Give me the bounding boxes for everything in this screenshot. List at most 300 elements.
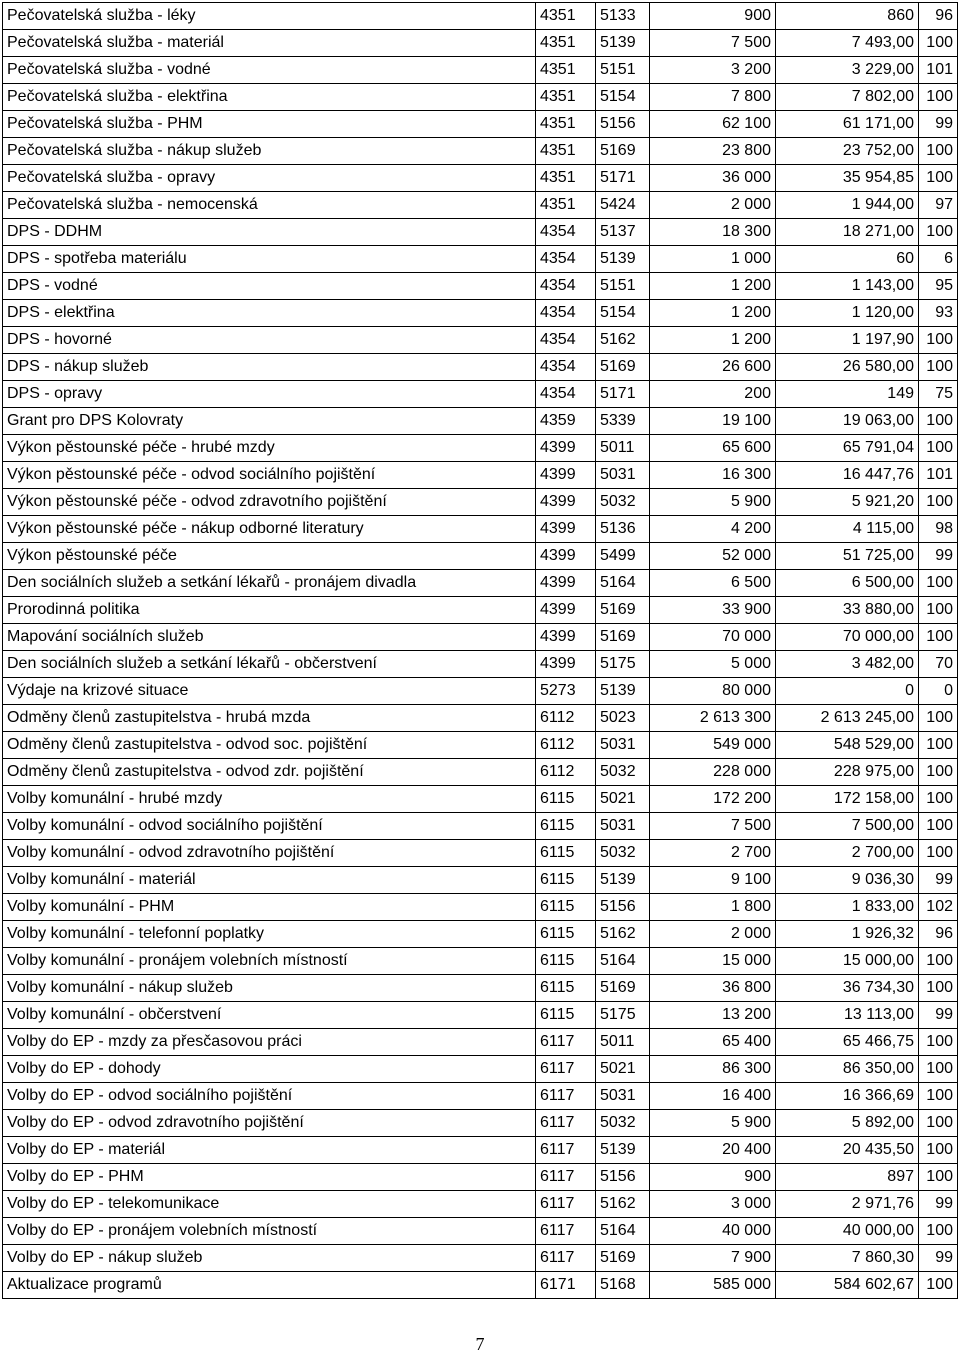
budget-cell: 20 400 <box>650 1137 776 1164</box>
table-row <box>3 597 958 624</box>
item-name-cell: Aktualizace programů <box>3 1272 536 1299</box>
paragraph-cell: 6171 <box>536 1272 596 1299</box>
actual-cell: 16 447,76 <box>776 462 919 489</box>
table-row <box>3 1218 958 1245</box>
percent-cell: 100 <box>919 624 958 651</box>
percent-cell: 100 <box>919 138 958 165</box>
item-name-cell: Volby do EP - dohody <box>3 1056 536 1083</box>
item-name-cell: DPS - vodné <box>3 273 536 300</box>
table-row <box>3 570 958 597</box>
percent-cell: 97 <box>919 192 958 219</box>
item-name-cell: Volby do EP - materiál <box>3 1137 536 1164</box>
paragraph-cell: 6117 <box>536 1164 596 1191</box>
table-row <box>3 1245 958 1272</box>
item-code-cell: 5136 <box>596 516 650 543</box>
actual-cell: 3 482,00 <box>776 651 919 678</box>
budget-cell: 23 800 <box>650 138 776 165</box>
budget-cell: 70 000 <box>650 624 776 651</box>
budget-cell: 26 600 <box>650 354 776 381</box>
item-name-cell: Pečovatelská služba - nemocenská <box>3 192 536 219</box>
actual-cell: 2 700,00 <box>776 840 919 867</box>
percent-cell: 100 <box>919 1083 958 1110</box>
item-code-cell: 5175 <box>596 1002 650 1029</box>
budget-cell: 5 900 <box>650 1110 776 1137</box>
percent-cell: 95 <box>919 273 958 300</box>
item-code-cell: 5032 <box>596 759 650 786</box>
actual-cell: 65 791,04 <box>776 435 919 462</box>
table-row <box>3 300 958 327</box>
actual-cell: 16 366,69 <box>776 1083 919 1110</box>
page-number: 7 <box>475 1334 485 1354</box>
item-code-cell: 5151 <box>596 273 650 300</box>
paragraph-cell: 6115 <box>536 894 596 921</box>
paragraph-cell: 6117 <box>536 1056 596 1083</box>
actual-cell: 70 000,00 <box>776 624 919 651</box>
item-code-cell: 5164 <box>596 948 650 975</box>
paragraph-cell: 6115 <box>536 975 596 1002</box>
item-code-cell: 5171 <box>596 165 650 192</box>
table-row <box>3 921 958 948</box>
actual-cell: 51 725,00 <box>776 543 919 570</box>
paragraph-cell: 6117 <box>536 1110 596 1137</box>
actual-cell: 1 833,00 <box>776 894 919 921</box>
table-row <box>3 1191 958 1218</box>
table-row <box>3 138 958 165</box>
table-row <box>3 1110 958 1137</box>
item-name-cell: Volby komunální - hrubé mzdy <box>3 786 536 813</box>
percent-cell: 99 <box>919 543 958 570</box>
percent-cell: 100 <box>919 840 958 867</box>
paragraph-cell: 4399 <box>536 597 596 624</box>
table-row <box>3 30 958 57</box>
percent-cell: 101 <box>919 462 958 489</box>
budget-cell: 86 300 <box>650 1056 776 1083</box>
actual-cell: 172 158,00 <box>776 786 919 813</box>
item-code-cell: 5139 <box>596 678 650 705</box>
item-name-cell: Volby komunální - odvod zdravotního pojištění <box>3 840 536 867</box>
percent-cell: 98 <box>919 516 958 543</box>
paragraph-cell: 4399 <box>536 543 596 570</box>
paragraph-cell: 4354 <box>536 354 596 381</box>
actual-cell: 86 350,00 <box>776 1056 919 1083</box>
item-code-cell: 5139 <box>596 30 650 57</box>
item-name-cell: Volby komunální - pronájem volebních místností <box>3 948 536 975</box>
budget-cell: 6 500 <box>650 570 776 597</box>
paragraph-cell: 6117 <box>536 1191 596 1218</box>
budget-cell: 2 613 300 <box>650 705 776 732</box>
paragraph-cell: 4399 <box>536 435 596 462</box>
item-code-cell: 5139 <box>596 867 650 894</box>
table-row <box>3 759 958 786</box>
item-code-cell: 5032 <box>596 1110 650 1137</box>
item-code-cell: 5162 <box>596 1191 650 1218</box>
table-row <box>3 516 958 543</box>
actual-cell: 860 <box>776 3 919 30</box>
budget-cell: 4 200 <box>650 516 776 543</box>
percent-cell: 99 <box>919 1002 958 1029</box>
table-row <box>3 111 958 138</box>
budget-cell: 900 <box>650 1164 776 1191</box>
paragraph-cell: 4399 <box>536 651 596 678</box>
table-row <box>3 219 958 246</box>
item-name-cell: Pečovatelská služba - vodné <box>3 57 536 84</box>
table-row <box>3 408 958 435</box>
item-name-cell: Prorodinná politika <box>3 597 536 624</box>
table-row <box>3 705 958 732</box>
item-name-cell: DPS - opravy <box>3 381 536 408</box>
item-name-cell: Volby do EP - odvod sociálního pojištění <box>3 1083 536 1110</box>
item-name-cell: Grant pro DPS Kolovraty <box>3 408 536 435</box>
actual-cell: 0 <box>776 678 919 705</box>
item-name-cell: Volby komunální - nákup služeb <box>3 975 536 1002</box>
paragraph-cell: 4399 <box>536 624 596 651</box>
item-name-cell: Odměny členů zastupitelstva - odvod soc. pojištění <box>3 732 536 759</box>
item-code-cell: 5031 <box>596 732 650 759</box>
item-code-cell: 5031 <box>596 1083 650 1110</box>
percent-cell: 99 <box>919 867 958 894</box>
budget-cell: 16 300 <box>650 462 776 489</box>
item-name-cell: Volby do EP - mzdy za přesčasovou práci <box>3 1029 536 1056</box>
percent-cell: 0 <box>919 678 958 705</box>
percent-cell: 96 <box>919 921 958 948</box>
percent-cell: 100 <box>919 1137 958 1164</box>
percent-cell: 100 <box>919 84 958 111</box>
percent-cell: 100 <box>919 975 958 1002</box>
percent-cell: 99 <box>919 111 958 138</box>
item-code-cell: 5021 <box>596 1056 650 1083</box>
percent-cell: 100 <box>919 354 958 381</box>
item-name-cell: Pečovatelská služba - nákup služeb <box>3 138 536 165</box>
item-code-cell: 5339 <box>596 408 650 435</box>
budget-cell: 3 000 <box>650 1191 776 1218</box>
budget-cell: 7 500 <box>650 813 776 840</box>
percent-cell: 99 <box>919 1191 958 1218</box>
item-code-cell: 5169 <box>596 624 650 651</box>
paragraph-cell: 4354 <box>536 381 596 408</box>
item-code-cell: 5139 <box>596 246 650 273</box>
table-row <box>3 165 958 192</box>
paragraph-cell: 6117 <box>536 1083 596 1110</box>
actual-cell: 35 954,85 <box>776 165 919 192</box>
budget-cell: 585 000 <box>650 1272 776 1299</box>
paragraph-cell: 4359 <box>536 408 596 435</box>
table-row <box>3 678 958 705</box>
budget-cell: 18 300 <box>650 219 776 246</box>
actual-cell: 40 000,00 <box>776 1218 919 1245</box>
paragraph-cell: 4399 <box>536 489 596 516</box>
item-code-cell: 5023 <box>596 705 650 732</box>
item-name-cell: Pečovatelská služba - materiál <box>3 30 536 57</box>
item-name-cell: Pečovatelská služba - elektřina <box>3 84 536 111</box>
actual-cell: 33 880,00 <box>776 597 919 624</box>
percent-cell: 100 <box>919 759 958 786</box>
paragraph-cell: 6117 <box>536 1029 596 1056</box>
table-row <box>3 192 958 219</box>
item-code-cell: 5137 <box>596 219 650 246</box>
budget-cell: 1 800 <box>650 894 776 921</box>
item-code-cell: 5175 <box>596 651 650 678</box>
actual-cell: 61 171,00 <box>776 111 919 138</box>
item-name-cell: Pečovatelská služba - PHM <box>3 111 536 138</box>
item-name-cell: Den sociálních služeb a setkání lékařů - občerstvení <box>3 651 536 678</box>
paragraph-cell: 4351 <box>536 84 596 111</box>
actual-cell: 548 529,00 <box>776 732 919 759</box>
actual-cell: 18 271,00 <box>776 219 919 246</box>
paragraph-cell: 4354 <box>536 219 596 246</box>
budget-cell: 40 000 <box>650 1218 776 1245</box>
paragraph-cell: 6117 <box>536 1137 596 1164</box>
paragraph-cell: 6115 <box>536 813 596 840</box>
actual-cell: 7 493,00 <box>776 30 919 57</box>
paragraph-cell: 6117 <box>536 1245 596 1272</box>
actual-cell: 3 229,00 <box>776 57 919 84</box>
table-row <box>3 381 958 408</box>
item-name-cell: Volby do EP - pronájem volebních místností <box>3 1218 536 1245</box>
budget-cell: 172 200 <box>650 786 776 813</box>
paragraph-cell: 6115 <box>536 948 596 975</box>
item-name-cell: DPS - DDHM <box>3 219 536 246</box>
actual-cell: 65 466,75 <box>776 1029 919 1056</box>
item-name-cell: Volby do EP - nákup služeb <box>3 1245 536 1272</box>
percent-cell: 100 <box>919 489 958 516</box>
table-row <box>3 462 958 489</box>
table-row <box>3 273 958 300</box>
item-code-cell: 5171 <box>596 381 650 408</box>
table-row <box>3 813 958 840</box>
item-code-cell: 5169 <box>596 354 650 381</box>
item-code-cell: 5169 <box>596 138 650 165</box>
item-name-cell: DPS - nákup služeb <box>3 354 536 381</box>
actual-cell: 23 752,00 <box>776 138 919 165</box>
item-code-cell: 5169 <box>596 1245 650 1272</box>
item-code-cell: 5032 <box>596 489 650 516</box>
paragraph-cell: 4354 <box>536 300 596 327</box>
item-name-cell: Volby komunální - materiál <box>3 867 536 894</box>
percent-cell: 100 <box>919 732 958 759</box>
item-name-cell: Výkon pěstounské péče - hrubé mzdy <box>3 435 536 462</box>
budget-cell: 7 500 <box>650 30 776 57</box>
table-row <box>3 1002 958 1029</box>
budget-cell: 1 200 <box>650 327 776 354</box>
percent-cell: 100 <box>919 570 958 597</box>
actual-cell: 7 500,00 <box>776 813 919 840</box>
paragraph-cell: 6115 <box>536 921 596 948</box>
budget-cell: 5 000 <box>650 651 776 678</box>
table-row <box>3 1137 958 1164</box>
paragraph-cell: 6112 <box>536 759 596 786</box>
paragraph-cell: 4351 <box>536 3 596 30</box>
item-code-cell: 5164 <box>596 1218 650 1245</box>
percent-cell: 100 <box>919 30 958 57</box>
budget-cell: 65 600 <box>650 435 776 462</box>
percent-cell: 100 <box>919 1029 958 1056</box>
item-name-cell: Výkon pěstounské péče <box>3 543 536 570</box>
budget-cell: 62 100 <box>650 111 776 138</box>
budget-cell: 52 000 <box>650 543 776 570</box>
item-code-cell: 5031 <box>596 462 650 489</box>
percent-cell: 75 <box>919 381 958 408</box>
actual-cell: 228 975,00 <box>776 759 919 786</box>
paragraph-cell: 5273 <box>536 678 596 705</box>
item-code-cell: 5031 <box>596 813 650 840</box>
item-code-cell: 5168 <box>596 1272 650 1299</box>
table-row <box>3 327 958 354</box>
paragraph-cell: 4399 <box>536 570 596 597</box>
item-name-cell: Výkon pěstounské péče - odvod sociálního pojištění <box>3 462 536 489</box>
actual-cell: 1 120,00 <box>776 300 919 327</box>
percent-cell: 100 <box>919 219 958 246</box>
budget-cell: 13 200 <box>650 1002 776 1029</box>
actual-cell: 897 <box>776 1164 919 1191</box>
percent-cell: 100 <box>919 1272 958 1299</box>
item-code-cell: 5133 <box>596 3 650 30</box>
table-row <box>3 1083 958 1110</box>
table-row <box>3 1056 958 1083</box>
item-name-cell: Pečovatelská služba - opravy <box>3 165 536 192</box>
actual-cell: 5 921,20 <box>776 489 919 516</box>
paragraph-cell: 4399 <box>536 516 596 543</box>
table-row <box>3 732 958 759</box>
percent-cell: 100 <box>919 1056 958 1083</box>
item-code-cell: 5154 <box>596 300 650 327</box>
item-code-cell: 5011 <box>596 435 650 462</box>
percent-cell: 100 <box>919 1110 958 1137</box>
item-name-cell: Volby komunální - občerstvení <box>3 1002 536 1029</box>
table-row <box>3 786 958 813</box>
budget-cell: 36 800 <box>650 975 776 1002</box>
budget-cell: 549 000 <box>650 732 776 759</box>
table-row <box>3 1164 958 1191</box>
percent-cell: 100 <box>919 165 958 192</box>
actual-cell: 20 435,50 <box>776 1137 919 1164</box>
item-name-cell: Volby do EP - telekomunikace <box>3 1191 536 1218</box>
actual-cell: 1 944,00 <box>776 192 919 219</box>
item-code-cell: 5156 <box>596 894 650 921</box>
actual-cell: 13 113,00 <box>776 1002 919 1029</box>
item-name-cell: Volby komunální - telefonní poplatky <box>3 921 536 948</box>
table-row <box>3 1029 958 1056</box>
item-name-cell: Mapování sociálních služeb <box>3 624 536 651</box>
budget-cell: 2 000 <box>650 192 776 219</box>
percent-cell: 100 <box>919 597 958 624</box>
percent-cell: 6 <box>919 246 958 273</box>
table-row <box>3 57 958 84</box>
percent-cell: 99 <box>919 1245 958 1272</box>
actual-cell: 1 143,00 <box>776 273 919 300</box>
budget-cell: 7 800 <box>650 84 776 111</box>
item-name-cell: DPS - spotřeba materiálu <box>3 246 536 273</box>
item-code-cell: 5169 <box>596 975 650 1002</box>
percent-cell: 100 <box>919 786 958 813</box>
table-row <box>3 894 958 921</box>
item-name-cell: Odměny členů zastupitelstva - odvod zdr. pojištění <box>3 759 536 786</box>
item-name-cell: Výkon pěstounské péče - odvod zdravotního pojištění <box>3 489 536 516</box>
item-name-cell: Volby komunální - odvod sociálního pojištění <box>3 813 536 840</box>
percent-cell: 100 <box>919 1164 958 1191</box>
actual-cell: 6 500,00 <box>776 570 919 597</box>
budget-cell: 228 000 <box>650 759 776 786</box>
paragraph-cell: 6117 <box>536 1218 596 1245</box>
budget-cell: 80 000 <box>650 678 776 705</box>
paragraph-cell: 4351 <box>536 192 596 219</box>
actual-cell: 26 580,00 <box>776 354 919 381</box>
percent-cell: 100 <box>919 705 958 732</box>
table-row <box>3 948 958 975</box>
percent-cell: 100 <box>919 1218 958 1245</box>
item-name-cell: Den sociálních služeb a setkání lékařů - pronájem divadla <box>3 570 536 597</box>
table-row <box>3 246 958 273</box>
budget-cell: 19 100 <box>650 408 776 435</box>
paragraph-cell: 4354 <box>536 246 596 273</box>
actual-cell: 7 860,30 <box>776 1245 919 1272</box>
paragraph-cell: 4351 <box>536 138 596 165</box>
paragraph-cell: 6112 <box>536 705 596 732</box>
actual-cell: 19 063,00 <box>776 408 919 435</box>
paragraph-cell: 6115 <box>536 867 596 894</box>
item-code-cell: 5162 <box>596 327 650 354</box>
actual-cell: 9 036,30 <box>776 867 919 894</box>
table-row <box>3 867 958 894</box>
table-row <box>3 543 958 570</box>
budget-table-body <box>3 3 958 1299</box>
paragraph-cell: 4351 <box>536 111 596 138</box>
item-name-cell: Volby komunální - PHM <box>3 894 536 921</box>
item-name-cell: DPS - hovorné <box>3 327 536 354</box>
item-code-cell: 5032 <box>596 840 650 867</box>
percent-cell: 96 <box>919 3 958 30</box>
budget-cell: 5 900 <box>650 489 776 516</box>
actual-cell: 1 926,32 <box>776 921 919 948</box>
paragraph-cell: 6115 <box>536 786 596 813</box>
actual-cell: 2 613 245,00 <box>776 705 919 732</box>
item-name-cell: Pečovatelská služba - léky <box>3 3 536 30</box>
actual-cell: 7 802,00 <box>776 84 919 111</box>
percent-cell: 70 <box>919 651 958 678</box>
item-code-cell: 5011 <box>596 1029 650 1056</box>
paragraph-cell: 4351 <box>536 30 596 57</box>
item-name-cell: Volby do EP - odvod zdravotního pojištění <box>3 1110 536 1137</box>
item-code-cell: 5139 <box>596 1137 650 1164</box>
item-code-cell: 5169 <box>596 597 650 624</box>
table-row <box>3 84 958 111</box>
actual-cell: 2 971,76 <box>776 1191 919 1218</box>
table-row <box>3 354 958 381</box>
item-code-cell: 5499 <box>596 543 650 570</box>
budget-cell: 2 700 <box>650 840 776 867</box>
paragraph-cell: 4351 <box>536 165 596 192</box>
table-row <box>3 975 958 1002</box>
percent-cell: 100 <box>919 813 958 840</box>
item-code-cell: 5162 <box>596 921 650 948</box>
budget-cell: 1 000 <box>650 246 776 273</box>
budget-cell: 15 000 <box>650 948 776 975</box>
percent-cell: 100 <box>919 948 958 975</box>
paragraph-cell: 6115 <box>536 840 596 867</box>
actual-cell: 5 892,00 <box>776 1110 919 1137</box>
paragraph-cell: 4351 <box>536 57 596 84</box>
item-name-cell: Výdaje na krizové situace <box>3 678 536 705</box>
percent-cell: 93 <box>919 300 958 327</box>
actual-cell: 36 734,30 <box>776 975 919 1002</box>
actual-cell: 4 115,00 <box>776 516 919 543</box>
table-row <box>3 624 958 651</box>
paragraph-cell: 4354 <box>536 273 596 300</box>
budget-cell: 7 900 <box>650 1245 776 1272</box>
actual-cell: 60 <box>776 246 919 273</box>
budget-cell: 1 200 <box>650 273 776 300</box>
budget-cell: 36 000 <box>650 165 776 192</box>
item-code-cell: 5156 <box>596 1164 650 1191</box>
